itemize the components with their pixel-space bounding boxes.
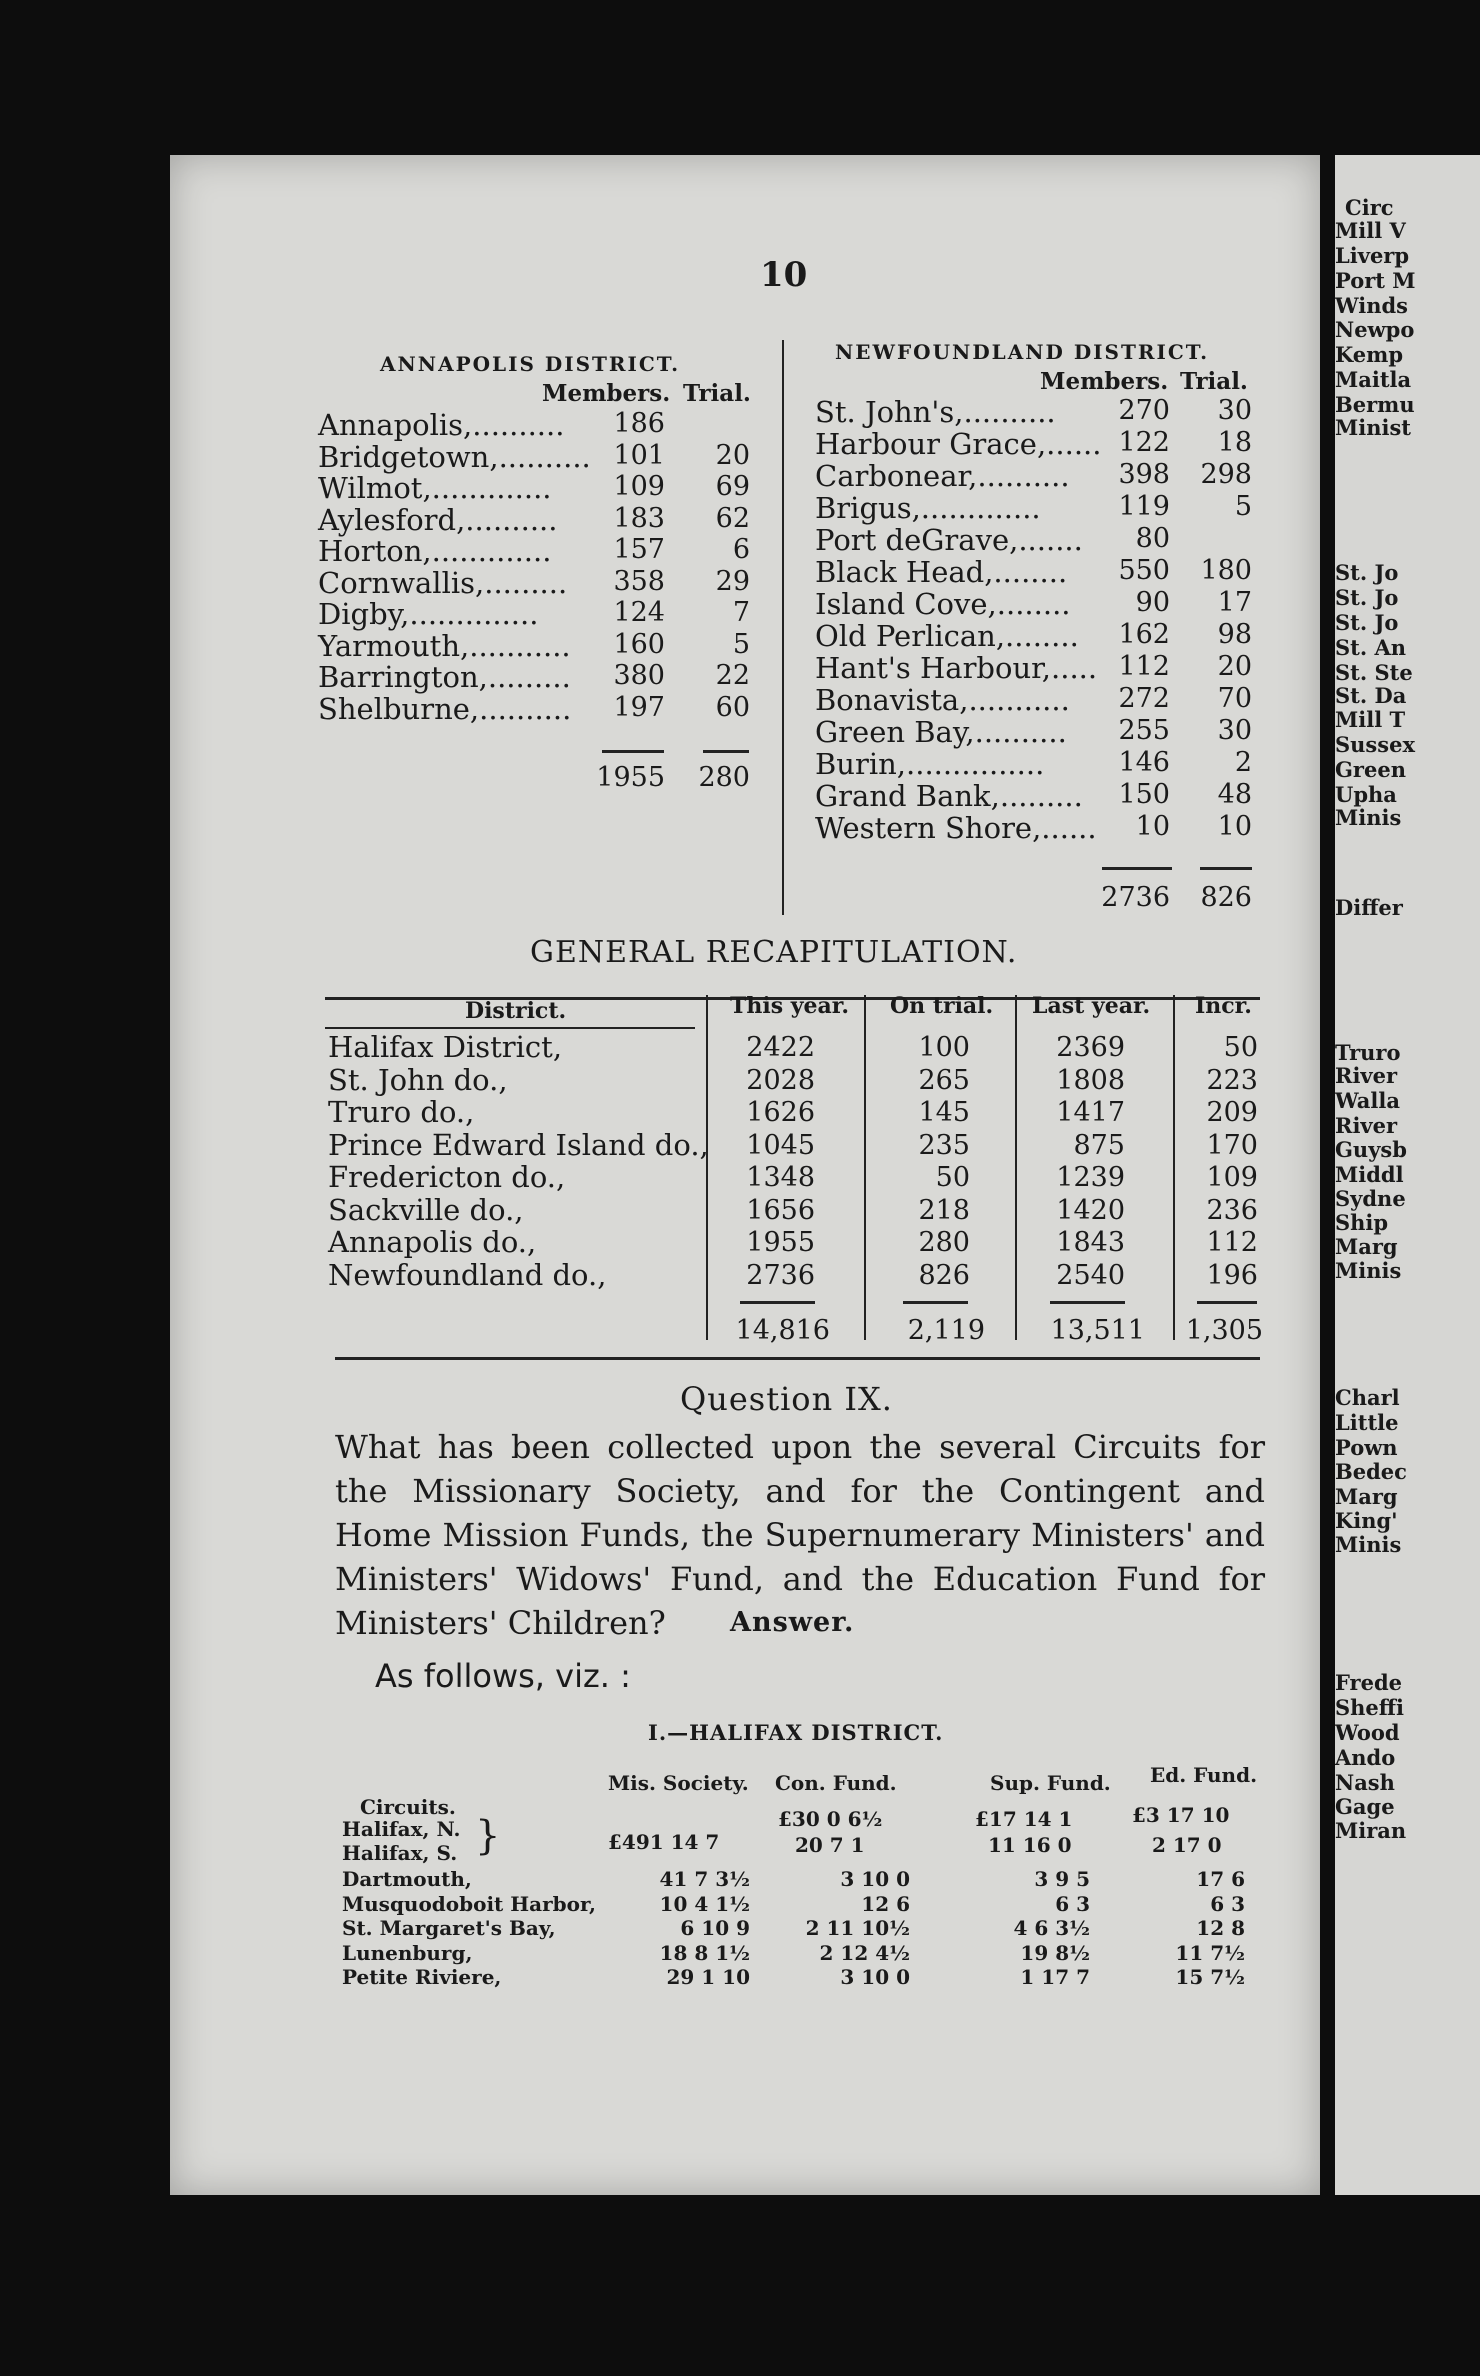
- newfoundland-members: 150: [1118, 779, 1170, 810]
- recap-this-year: 1348: [746, 1162, 815, 1193]
- newfoundland-members: 80: [1135, 523, 1170, 554]
- newfoundland-trial-header: Trial.: [1180, 368, 1248, 395]
- adjacent-page-fragment: Upha: [1335, 782, 1397, 807]
- annapolis-trial: 60: [715, 691, 750, 723]
- recap-last-year: 2369: [1056, 1032, 1125, 1063]
- newfoundland-members: 146: [1118, 747, 1170, 778]
- recap-district-name: Prince Edward Island do.,: [328, 1127, 709, 1162]
- halifax-circuit-name: St. Margaret's Bay,: [342, 1916, 556, 1940]
- annapolis-trial: 7: [732, 597, 750, 628]
- adjacent-page-fragment: Newpo: [1335, 317, 1415, 342]
- recap-last-year: 1420: [1056, 1194, 1125, 1226]
- newfoundland-circuit-name: Harbour Grace,......: [815, 427, 1102, 461]
- newfoundland-members: 119: [1118, 491, 1170, 522]
- recap-incr: 50: [1223, 1032, 1258, 1063]
- halifax-n-name: Halifax, N.: [342, 1817, 461, 1841]
- halifax-circuit-name: Petite Riviere,: [342, 1965, 502, 1989]
- annapolis-members: 358: [613, 565, 665, 597]
- newfoundland-circuit-name: St. John's,..........: [815, 395, 1056, 429]
- answer-label: Answer.: [730, 1607, 855, 1638]
- annapolis-total-rule: [602, 750, 664, 753]
- halifax-con-fund: 3 10 0: [840, 1867, 910, 1891]
- newfoundland-total-rule: [1200, 867, 1252, 870]
- annapolis-circuit-name: Shelburne,..........: [318, 691, 572, 726]
- recap-last-year: 875: [1073, 1129, 1125, 1161]
- annapolis-circuit-name: Annapolis,..........: [318, 408, 565, 442]
- adjacent-page-fragment: Pown: [1335, 1435, 1398, 1460]
- recap-district-name: Truro do.,: [328, 1095, 475, 1129]
- adjacent-page-fragment: Bedec: [1335, 1459, 1407, 1484]
- recap-on-trial: 100: [918, 1032, 970, 1063]
- recap-header-last-year: Last year.: [1032, 993, 1151, 1019]
- annapolis-trial: 62: [715, 502, 750, 534]
- newfoundland-members: 550: [1118, 555, 1170, 586]
- annapolis-circuit-name: Cornwallis,.........: [318, 565, 568, 600]
- halifax-n-ed: £3 17 10: [1132, 1803, 1230, 1827]
- newfoundland-trial: 30: [1217, 715, 1252, 746]
- halifax-sup-fund: 19 8½: [1020, 1940, 1090, 1965]
- newfoundland-trial: 48: [1217, 779, 1252, 810]
- question-text: What has been collected upon the several Circuits for the Missionary Society, and for the Contingent and Home Mission Funds, the Supernumerary Ministers' and Ministers' Widows' Fund, and the Education Fund for Ministers' Children?: [335, 1428, 1265, 1642]
- annapolis-trial: 29: [715, 565, 750, 597]
- recap-col-rule: [1173, 995, 1175, 1340]
- halifax-ed-fund: 6 3: [1210, 1891, 1245, 1916]
- recap-on-trial: 265: [918, 1064, 970, 1096]
- halifax-sup-fund: 4 6 3½: [1013, 1916, 1090, 1940]
- annapolis-total-trial: 280: [698, 762, 750, 793]
- newfoundland-circuit-name: Black Head,........: [815, 555, 1068, 589]
- newfoundland-members: 122: [1118, 427, 1170, 458]
- newfoundland-trial: 70: [1217, 683, 1252, 714]
- halifax-header-mis: Mis. Society.: [608, 1771, 749, 1795]
- recap-on-trial: 50: [935, 1162, 970, 1193]
- halifax-mis: £491 14 7: [608, 1830, 720, 1854]
- adjacent-page-fragment: St. Da: [1335, 683, 1407, 708]
- recap-this-year: 2028: [746, 1064, 815, 1096]
- newfoundland-members: 270: [1118, 395, 1170, 426]
- adjacent-page-fragment: Wood: [1335, 1720, 1400, 1745]
- halifax-con-fund: 2 11 10½: [805, 1916, 910, 1940]
- newfoundland-circuit-name: Brigus,.............: [815, 491, 1041, 525]
- newfoundland-trial: 17: [1217, 587, 1252, 618]
- halifax-ed-fund: 17 6: [1196, 1867, 1245, 1891]
- newfoundland-trial: 30: [1217, 395, 1252, 426]
- newfoundland-members-header: Members.: [1040, 368, 1169, 395]
- annapolis-circuit-name: Wilmot,.............: [318, 471, 552, 505]
- annapolis-circuit-name: Bridgetown,..........: [318, 439, 591, 474]
- annapolis-circuit-name: Yarmouth,...........: [318, 628, 571, 663]
- adjacent-page-fragment: King': [1335, 1508, 1398, 1533]
- newfoundland-trial: 5: [1234, 491, 1252, 522]
- halifax-circuit-name: Musquodoboit Harbor,: [342, 1891, 597, 1916]
- halifax-s-con: 20 7 1: [795, 1833, 865, 1857]
- recap-district-name: Fredericton do.,: [328, 1160, 566, 1194]
- newfoundland-members: 162: [1118, 619, 1170, 650]
- halifax-mis-society: 10 4 1½: [659, 1891, 750, 1916]
- recap-incr: 209: [1206, 1097, 1258, 1128]
- annapolis-trial-header: Trial.: [683, 380, 751, 407]
- recap-district-name: Sackville do.,: [328, 1192, 524, 1227]
- newfoundland-title: NEWFOUNDLAND DISTRICT.: [835, 340, 1210, 364]
- adjacent-page-fragment: St. Ste: [1335, 660, 1413, 685]
- annapolis-members: 197: [613, 691, 665, 723]
- annapolis-circuit-name: Barrington,.........: [318, 660, 571, 694]
- newfoundland-circuit-name: Hant's Harbour,.....: [815, 651, 1098, 685]
- adjacent-page-fragment: Maitla: [1335, 367, 1412, 392]
- annapolis-circuit-name: Digby,..............: [318, 597, 539, 631]
- halifax-mis-society: 29 1 10: [666, 1965, 750, 1989]
- recap-district-name: Newfoundland do.,: [328, 1257, 607, 1292]
- recap-incr: 223: [1206, 1064, 1258, 1096]
- halifax-n-con: £30 0 6½: [778, 1807, 883, 1831]
- recap-incr: 112: [1206, 1227, 1258, 1258]
- newfoundland-circuit-name: Grand Bank,.........: [815, 779, 1083, 813]
- adjacent-page-fragment: Differ: [1335, 895, 1403, 920]
- adjacent-page-fragment: Charl: [1335, 1385, 1400, 1410]
- adjacent-page-fragment: Circ: [1345, 195, 1394, 220]
- recap-this-year: 2736: [746, 1259, 815, 1291]
- newfoundland-circuit-name: Port deGrave,.......: [815, 523, 1083, 557]
- newfoundland-circuit-name: Green Bay,..........: [815, 715, 1067, 749]
- recap-this-year: 1955: [746, 1227, 815, 1258]
- newfoundland-trial: 298: [1200, 459, 1252, 490]
- adjacent-page-fragment: Marg: [1335, 1234, 1398, 1259]
- halifax-mis-society: 6 10 9: [680, 1916, 750, 1940]
- as-follows: As follows, viz. :: [375, 1657, 631, 1695]
- adjacent-page-fragment: St. An: [1335, 635, 1407, 660]
- newfoundland-members: 90: [1135, 587, 1170, 618]
- halifax-header-sup: Sup. Fund.: [990, 1771, 1111, 1795]
- recap-incr: 196: [1206, 1259, 1258, 1291]
- adjacent-page-fragment: Bermu: [1335, 392, 1415, 417]
- halifax-n-sup: £17 14 1: [975, 1807, 1073, 1831]
- newfoundland-trial: 10: [1217, 811, 1252, 842]
- halifax-header-ed: Ed. Fund.: [1150, 1763, 1258, 1787]
- newfoundland-circuit-name: Carbonear,..........: [815, 459, 1070, 493]
- adjacent-page-fragment: Miran: [1335, 1818, 1407, 1843]
- page: [170, 155, 1320, 2195]
- newfoundland-members: 112: [1118, 651, 1170, 682]
- recap-last-year: 2540: [1056, 1259, 1125, 1291]
- recap-total-on-trial: 2,119: [907, 1315, 985, 1346]
- recap-total-incr: 1,305: [1185, 1315, 1263, 1346]
- newfoundland-total-trial: 826: [1200, 882, 1252, 913]
- halifax-mis-society: 41 7 3½: [659, 1867, 750, 1891]
- annapolis-members: 186: [613, 408, 665, 439]
- halifax-title: I.—HALIFAX DISTRICT.: [648, 1720, 944, 1745]
- adjacent-page-fragment: Mill V: [1335, 218, 1406, 243]
- halifax-mis-society: 18 8 1½: [659, 1940, 750, 1965]
- adjacent-page-fragment: Nash: [1335, 1770, 1395, 1795]
- adjacent-page-fragment: Kemp: [1335, 342, 1404, 367]
- annapolis-members: 109: [613, 471, 665, 502]
- recap-last-year: 1417: [1056, 1097, 1125, 1128]
- annapolis-trial: 6: [732, 534, 750, 565]
- recap-total-rule: [740, 1301, 815, 1304]
- halifax-s-sup: 11 16 0: [988, 1833, 1072, 1857]
- newfoundland-trial: 98: [1217, 619, 1252, 650]
- annapolis-trial: 20: [715, 439, 750, 471]
- annapolis-members: 380: [613, 660, 665, 691]
- halifax-sup-fund: 3 9 5: [1034, 1867, 1090, 1891]
- adjacent-page-fragment: Little: [1335, 1410, 1399, 1435]
- annapolis-members: 124: [613, 597, 665, 628]
- adjacent-page-fragment: Minis: [1335, 805, 1402, 830]
- adjacent-page-fragment: River: [1335, 1113, 1398, 1138]
- halifax-header-circuits: Circuits.: [360, 1795, 456, 1819]
- halifax-con-fund: 2 12 4½: [819, 1940, 910, 1965]
- recap-last-year: 1808: [1056, 1064, 1125, 1096]
- adjacent-page-fragment: Sussex: [1335, 732, 1415, 757]
- adjacent-page-fragment: St. Jo: [1335, 560, 1399, 585]
- newfoundland-total-rule: [1102, 867, 1172, 870]
- annapolis-trial: 69: [715, 471, 750, 502]
- halifax-circuit-name: Lunenburg,: [342, 1940, 473, 1965]
- halifax-header-con: Con. Fund.: [775, 1771, 897, 1795]
- annapolis-total-members: 1955: [596, 762, 665, 793]
- newfoundland-circuit-name: Old Perlican,........: [815, 619, 1079, 653]
- adjacent-page-fragment: Minist: [1335, 415, 1411, 440]
- adjacent-page-fragment: Marg: [1335, 1484, 1398, 1509]
- annapolis-circuit-name: Aylesford,..........: [318, 502, 558, 537]
- question-title: Question IX.: [680, 1380, 893, 1418]
- recap-col-rule: [864, 995, 866, 1340]
- newfoundland-members: 398: [1118, 459, 1170, 490]
- adjacent-page-fragment: Truro: [1335, 1040, 1401, 1065]
- adjacent-page-fragment: Port M: [1335, 268, 1416, 293]
- halifax-con-fund: 12 6: [861, 1891, 910, 1916]
- halifax-con-fund: 3 10 0: [840, 1965, 910, 1989]
- annapolis-members: 157: [613, 534, 665, 565]
- recap-header-rule: [325, 1027, 695, 1029]
- recap-title: GENERAL RECAPITULATION.: [530, 935, 1018, 970]
- column-divider: [782, 340, 784, 915]
- newfoundland-circuit-name: Western Shore,......: [815, 811, 1097, 845]
- recap-incr: 109: [1206, 1162, 1258, 1193]
- newfoundland-trial: 2: [1234, 747, 1252, 778]
- recap-on-trial: 280: [918, 1227, 970, 1258]
- recap-total-rule: [1197, 1301, 1257, 1304]
- annapolis-members: 183: [613, 502, 665, 534]
- halifax-ed-fund: 11 7½: [1175, 1940, 1245, 1965]
- halifax-sup-fund: 1 17 7: [1020, 1965, 1090, 1989]
- annapolis-total-rule: [703, 750, 749, 753]
- adjacent-page-fragment: Gage: [1335, 1794, 1395, 1819]
- recap-district-name: Annapolis do.,: [328, 1225, 537, 1259]
- newfoundland-trial: 20: [1217, 651, 1252, 682]
- page-number: 10: [760, 255, 808, 295]
- recap-col-rule: [706, 995, 708, 1340]
- adjacent-page-fragment: Sheffi: [1335, 1695, 1405, 1720]
- recap-header-district: District.: [465, 998, 567, 1024]
- annapolis-trial: 5: [732, 628, 750, 660]
- adjacent-page-fragment: Minis: [1335, 1258, 1402, 1283]
- annapolis-members: 101: [613, 439, 665, 471]
- halifax-s-name: Halifax, S.: [342, 1841, 458, 1865]
- halifax-s-ed: 2 17 0: [1152, 1833, 1222, 1857]
- recap-total-this-year: 14,816: [735, 1315, 830, 1346]
- adjacent-page-fragment: Frede: [1335, 1670, 1403, 1695]
- recap-header-on-trial: On trial.: [890, 993, 994, 1019]
- recap-total-rule: [903, 1301, 968, 1304]
- recap-district-name: Halifax District,: [328, 1030, 563, 1064]
- recap-on-trial: 826: [918, 1259, 970, 1291]
- recap-on-trial: 235: [918, 1129, 970, 1161]
- recap-total-rule: [1050, 1301, 1125, 1304]
- adjacent-page-fragment: Winds: [1335, 293, 1408, 318]
- adjacent-page-fragment: Minis: [1335, 1532, 1402, 1557]
- annapolis-trial: 22: [715, 660, 750, 691]
- recap-header-this-year: This year.: [730, 993, 850, 1019]
- newfoundland-trial: 180: [1200, 555, 1252, 586]
- newfoundland-members: 255: [1118, 715, 1170, 746]
- halifax-ed-fund: 12 8: [1196, 1916, 1245, 1940]
- newfoundland-circuit-name: Island Cove,........: [815, 587, 1071, 621]
- annapolis-circuit-name: Horton,.............: [318, 534, 552, 568]
- recap-last-year: 1239: [1056, 1162, 1125, 1193]
- recap-this-year: 1045: [746, 1129, 815, 1161]
- adjacent-page-fragment: Liverp: [1335, 243, 1410, 268]
- halifax-brace: }: [475, 1813, 501, 1859]
- adjacent-page-fragment: Mill T: [1335, 707, 1406, 732]
- adjacent-page-fragment: Guysb: [1335, 1137, 1407, 1162]
- adjacent-page: [1335, 155, 1480, 2195]
- recap-col-rule: [1015, 995, 1017, 1340]
- newfoundland-members: 10: [1135, 811, 1170, 842]
- recap-last-year: 1843: [1056, 1227, 1125, 1258]
- annapolis-members: 160: [613, 628, 665, 660]
- adjacent-page-fragment: Ship: [1335, 1210, 1389, 1235]
- recap-this-year: 1656: [746, 1194, 815, 1226]
- recap-this-year: 1626: [746, 1097, 815, 1128]
- halifax-circuit-name: Dartmouth,: [342, 1867, 472, 1891]
- recap-bottom-rule: [335, 1357, 1260, 1360]
- recap-on-trial: 218: [918, 1194, 970, 1226]
- adjacent-page-fragment: St. Jo: [1335, 585, 1399, 610]
- halifax-sup-fund: 6 3: [1055, 1891, 1090, 1916]
- annapolis-members-header: Members.: [542, 380, 671, 407]
- recap-district-name: St. John do.,: [328, 1062, 508, 1097]
- newfoundland-total-members: 2736: [1101, 882, 1170, 913]
- adjacent-page-fragment: Middl: [1335, 1162, 1404, 1187]
- recap-header-incr: Incr.: [1195, 993, 1252, 1019]
- adjacent-page-fragment: Green: [1335, 757, 1406, 782]
- adjacent-page-fragment: Sydne: [1335, 1186, 1406, 1211]
- recap-incr: 170: [1206, 1129, 1258, 1161]
- adjacent-page-fragment: Ando: [1335, 1745, 1396, 1770]
- newfoundland-circuit-name: Burin,...............: [815, 747, 1045, 781]
- recap-total-last-year: 13,511: [1050, 1315, 1145, 1346]
- newfoundland-trial: 18: [1217, 427, 1252, 458]
- halifax-ed-fund: 15 7½: [1175, 1965, 1245, 1989]
- recap-incr: 236: [1206, 1194, 1258, 1226]
- recap-this-year: 2422: [746, 1032, 815, 1063]
- adjacent-page-fragment: St. Jo: [1335, 610, 1399, 635]
- newfoundland-circuit-name: Bonavista,...........: [815, 683, 1070, 717]
- recap-on-trial: 145: [918, 1097, 970, 1128]
- annapolis-title: ANNAPOLIS DISTRICT.: [380, 352, 681, 376]
- adjacent-page-fragment: Walla: [1335, 1088, 1400, 1113]
- newfoundland-members: 272: [1118, 683, 1170, 714]
- adjacent-page-fragment: River: [1335, 1063, 1398, 1088]
